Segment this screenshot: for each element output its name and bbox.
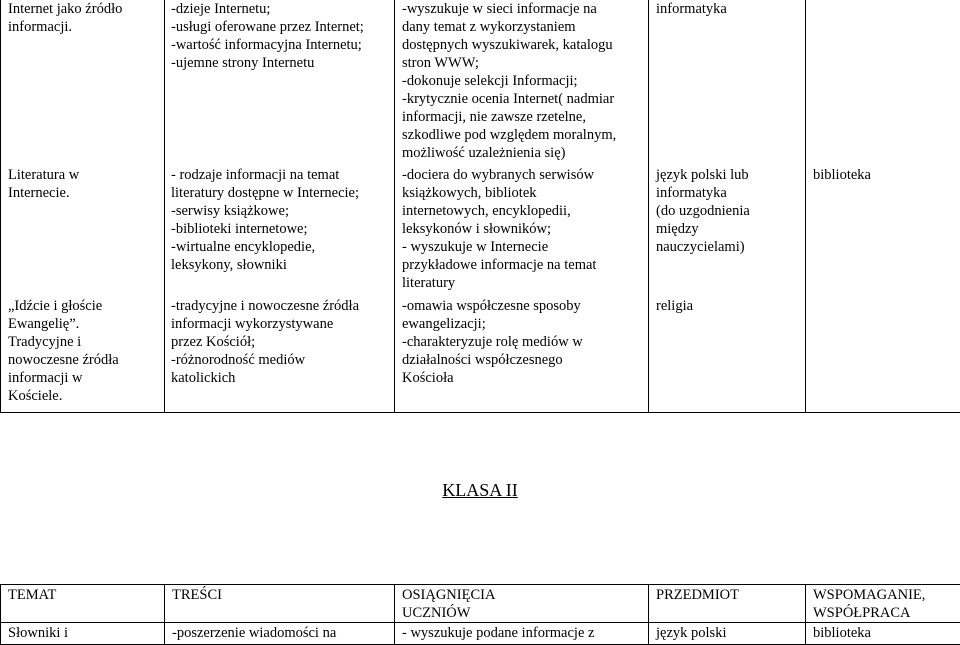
header-content: [165, 585, 395, 623]
row-achievements-cell: [395, 623, 649, 645]
subject-text: informatyka: [656, 0, 805, 18]
content-cell: [165, 166, 395, 297]
content-text: -dzieje Internetu; -usługi oferowane przez Internet; -wartość informacyjna Internetu; -ujemne strony Internetu: [171, 0, 394, 72]
achievements-text: -wyszukuje w sieci informacje na dany temat z wykorzystaniem dostępnych wyszukiwarek, katalogu stron WWW; -dokonuje selekcji Informacji; -krytycznie ocenia Internet( nadmiar informacji, nie zawsze rzetelne, szkodliwe pod względem moralnym, możliwość uzależnienia się): [402, 0, 648, 162]
subject-cell: [649, 166, 806, 297]
header-support: [806, 585, 960, 623]
header-label: WSPOMAGANIE, WSPÓŁPRACA: [813, 586, 960, 622]
support-text: biblioteka: [813, 166, 960, 184]
row-subject-cell: [649, 623, 806, 645]
header-label: PRZEDMIOT: [656, 586, 805, 604]
subject-cell: [649, 297, 806, 412]
achievements-cell: [395, 0, 649, 166]
row-text: -poszerzenie wiadomości na: [172, 624, 394, 642]
header-label: TEMAT: [8, 586, 164, 604]
achievements-cell: [395, 166, 649, 297]
header-subject: [649, 585, 806, 623]
support-cell: [806, 297, 960, 412]
achievements-text: -omawia współczesne sposoby ewangelizacji; -charakteryzuje rolę mediów w działalności współczesnego Kościoła: [402, 297, 648, 387]
support-cell: [806, 166, 960, 297]
topic-cell: [1, 297, 165, 412]
topic-text: „Idźcie i głoście Ewangelię”. Tradycyjne i nowoczesne źródła informacji w Kościele.: [8, 297, 164, 405]
header-label: TREŚCI: [172, 586, 394, 604]
topic-cell: [1, 166, 165, 297]
row-text: biblioteka: [813, 624, 960, 642]
row-text: język polski: [656, 624, 805, 642]
content-text: -tradycyjne i nowoczesne źródła informacji wykorzystywane przez Kościół; -różnorodność mediów katolickich: [171, 297, 394, 387]
content-cell: [165, 0, 395, 166]
subject-text: język polski lub informatyka (do uzgodnienia między nauczycielami): [656, 166, 805, 256]
topic-text: Literatura w Internecie.: [8, 166, 164, 202]
topic-text: Internet jako źródło informacji.: [8, 0, 164, 36]
topic-cell: [1, 0, 165, 166]
row-support-cell: [806, 623, 960, 645]
support-cell: [806, 0, 960, 166]
content-text: - rodzaje informacji na temat literatury dostępne w Internecie; -serwisy książkowe; -biblioteki internetowe; -wirtualne encyklopedie, leksykony, słowniki: [171, 166, 394, 274]
header-label: OSIĄGNIĘCIA UCZNIÓW: [402, 586, 648, 622]
content-cell: [165, 297, 395, 412]
row-topic-cell: [1, 623, 165, 645]
row-text: Słowniki i: [8, 624, 164, 642]
achievements-text: -dociera do wybranych serwisów książkowych, bibliotek internetowych, encyklopedii, leksykonów i słowników; - wyszukuje w Internecie przykładowe informacje na temat literatury: [402, 166, 648, 292]
achievements-cell: [395, 297, 649, 412]
class-heading: KLASA II: [0, 479, 960, 501]
header-achievements: [395, 585, 649, 623]
subject-cell: [649, 0, 806, 166]
row-content-cell: [165, 623, 395, 645]
subject-text: religia: [656, 297, 805, 315]
row-text: - wyszukuje podane informacje z: [402, 624, 648, 642]
curriculum-table-bottom: [0, 584, 960, 645]
header-topic: [1, 585, 165, 623]
